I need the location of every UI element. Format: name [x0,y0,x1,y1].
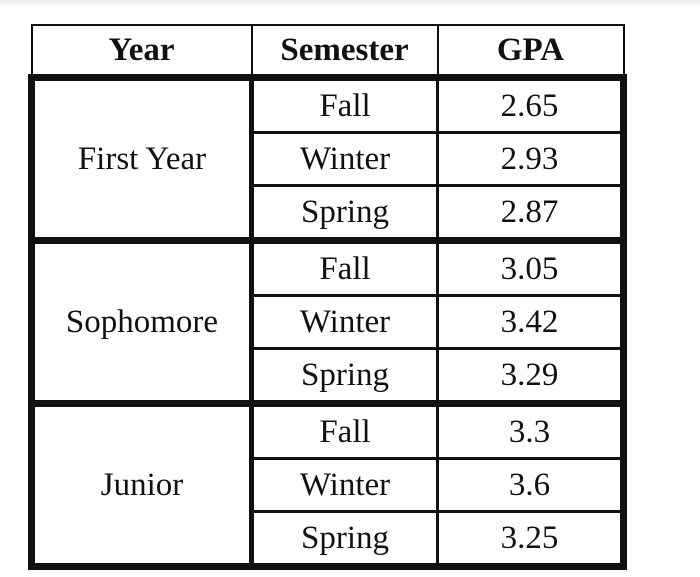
table-row [32,404,624,459]
table-row [32,241,624,296]
year-cell: Junior [32,404,252,567]
table-header [32,25,624,78]
header-year: Year [32,25,252,78]
table-row [32,78,624,133]
gpa-cell: 3.25 [438,512,624,567]
semester-cell: Spring [252,512,438,567]
gpa-cell: 3.3 [438,404,624,459]
semester-cell: Spring [252,349,438,404]
year-cell: First Year [32,78,252,241]
semester-cell: Winter [252,133,438,186]
gpa-cell: 2.93 [438,133,624,186]
header-gpa: GPA [438,25,624,78]
semester-cell: Fall [252,404,438,459]
gpa-cell: 3.29 [438,349,624,404]
gpa-cell: 2.87 [438,186,624,241]
gpa-table [28,24,627,570]
gpa-cell: 2.65 [438,78,624,133]
semester-cell: Winter [252,459,438,512]
header-semester: Semester [252,25,438,78]
table-body [32,78,624,567]
semester-cell: Fall [252,241,438,296]
gpa-cell: 3.42 [438,296,624,349]
semester-cell: Fall [252,78,438,133]
year-cell: Sophomore [32,241,252,404]
semester-cell: Spring [252,186,438,241]
top-shade [0,0,700,8]
semester-cell: Winter [252,296,438,349]
gpa-cell: 3.05 [438,241,624,296]
gpa-cell: 3.6 [438,459,624,512]
header-row [32,25,624,78]
